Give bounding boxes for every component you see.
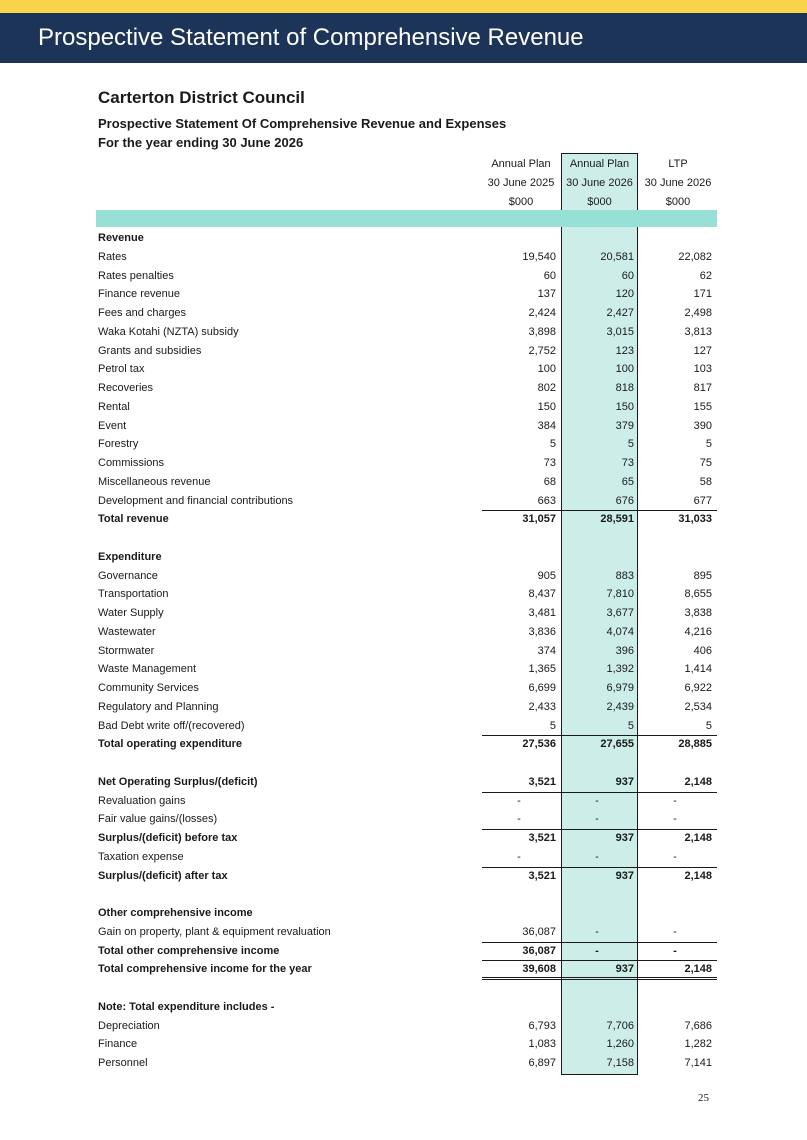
value-cell-col1: 39,608 — [522, 963, 556, 976]
value-cell-col3: 390 — [693, 419, 712, 432]
table-row — [96, 417, 717, 436]
value-cell-col2: 7,706 — [606, 1019, 634, 1032]
row-label: Commissions — [98, 457, 165, 469]
column-header-unit: $000 — [508, 196, 534, 208]
subtotal-rule — [560, 867, 638, 868]
value-cell-col1: 663 — [537, 494, 556, 507]
value-cell-col1: 5 — [549, 719, 556, 732]
value-cell-col3: 8,655 — [684, 588, 712, 601]
table-row — [96, 360, 717, 379]
value-cell-col2: 1,260 — [606, 1038, 634, 1051]
value-cell-col1: 2,424 — [528, 307, 556, 319]
value-cell-col3: 22,082 — [678, 250, 712, 263]
value-cell-col3: 103 — [693, 363, 712, 376]
value-cell-col1: - — [517, 813, 521, 826]
row-label: Surplus/(deficit) after tax — [98, 869, 228, 882]
table-row — [96, 960, 717, 979]
row-label: Waste Management — [98, 663, 197, 676]
value-cell-col1: 36,087 — [522, 944, 556, 957]
value-cell-col2: 5 — [627, 719, 634, 732]
value-cell-col1: 137 — [537, 288, 556, 301]
value-cell-col1: 8,437 — [528, 588, 556, 601]
subtotal-rule — [638, 829, 717, 830]
value-cell-col3: 2,148 — [684, 963, 712, 976]
table-row — [96, 454, 717, 473]
table-row — [96, 679, 717, 698]
subtotal-rule — [560, 510, 638, 511]
subtotal-rule — [482, 735, 560, 736]
table-row — [96, 492, 717, 511]
column-header-line2: 30 June 2025 — [487, 177, 555, 189]
table-row-spacer — [96, 754, 717, 773]
value-cell-col2: 818 — [615, 382, 634, 394]
value-cell-col2: 27,655 — [600, 738, 634, 751]
value-cell-col2: 379 — [615, 419, 634, 432]
value-cell-col2: 123 — [615, 344, 634, 357]
value-cell-col1: 36,087 — [522, 925, 556, 938]
value-cell-col2: 937 — [615, 963, 634, 976]
value-cell-col2: - — [595, 925, 599, 938]
value-cell-col1: 27,536 — [522, 738, 556, 751]
value-cell-col1: 802 — [537, 382, 556, 394]
table-row — [96, 548, 717, 567]
row-label: Revenue — [98, 232, 144, 244]
row-label: Fees and charges — [98, 307, 187, 319]
column-header-annual-plan-2025 — [482, 155, 560, 212]
organisation-name: Carterton District Council — [98, 88, 305, 107]
subtotal-rule — [482, 867, 560, 868]
row-label: Regulatory and Planning — [98, 700, 219, 713]
value-cell-col1: 60 — [543, 269, 556, 282]
row-label: Taxation expense — [98, 850, 184, 863]
row-label: Community Services — [98, 682, 199, 694]
value-cell-col3: 75 — [699, 457, 712, 469]
table-row — [96, 473, 717, 492]
value-cell-col3: 3,813 — [684, 325, 712, 338]
value-cell-col2: 65 — [621, 475, 634, 488]
row-label: Waka Kotahi (NZTA) subsidy — [98, 325, 239, 338]
table-row — [96, 867, 717, 886]
value-cell-col1: 5 — [549, 438, 556, 451]
table-row — [96, 342, 717, 361]
subtotal-rule — [560, 960, 638, 961]
row-label: Wastewater — [98, 625, 156, 638]
value-cell-col3: 6,922 — [684, 682, 712, 694]
page-number: 25 — [698, 1092, 709, 1104]
value-cell-col2: 20,581 — [600, 250, 634, 263]
table-row — [96, 1054, 717, 1073]
statement-period: For the year ending 30 June 2026 — [98, 135, 304, 150]
value-cell-col3: 2,534 — [684, 700, 712, 713]
value-cell-col2: 4,074 — [606, 625, 634, 638]
value-cell-col1: 905 — [537, 569, 556, 582]
row-label: Total other comprehensive income — [98, 944, 280, 957]
subtotal-rule — [638, 942, 717, 943]
value-cell-col2: 28,591 — [600, 513, 634, 526]
table-row — [96, 398, 717, 417]
value-cell-col1: 150 — [537, 400, 556, 413]
value-cell-col1: 6,897 — [528, 1057, 556, 1069]
row-label: Bad Debt write off/(recovered) — [98, 719, 245, 732]
table-row — [96, 229, 717, 248]
row-label: Transportation — [98, 588, 169, 601]
value-cell-col2: 2,439 — [606, 700, 634, 713]
table-row — [96, 904, 717, 923]
value-cell-col1: 31,057 — [522, 513, 556, 526]
value-cell-col2: 60 — [621, 269, 634, 282]
subtotal-rule — [638, 960, 717, 961]
value-cell-col2: 883 — [615, 569, 634, 582]
value-cell-col2: 150 — [615, 400, 634, 413]
subtotal-rule — [638, 735, 717, 736]
column-header-unit: $000 — [587, 196, 612, 208]
row-label: Fair value gains/(losses) — [98, 813, 218, 826]
row-label: Personnel — [98, 1057, 148, 1069]
value-cell-col1: 3,481 — [528, 607, 556, 619]
value-cell-col2: 396 — [615, 644, 634, 657]
value-cell-col1: 3,521 — [528, 775, 556, 788]
table-row — [96, 735, 717, 754]
table-row — [96, 717, 717, 736]
row-label: Total revenue — [98, 513, 169, 526]
value-cell-col2: 100 — [615, 363, 634, 376]
banner-title: Prospective Statement of Comprehensive Revenue — [38, 24, 584, 51]
value-cell-col2: 120 — [615, 288, 634, 301]
value-cell-col3: 28,885 — [678, 738, 712, 751]
row-label: Net Operating Surplus/(deficit) — [98, 775, 258, 788]
value-cell-col2: 937 — [615, 775, 634, 788]
value-cell-col3: 895 — [693, 569, 712, 582]
statement-table — [96, 229, 717, 1073]
value-cell-col3: 2,148 — [684, 775, 712, 788]
table-row — [96, 792, 717, 811]
value-cell-col3: 5 — [705, 438, 712, 451]
value-cell-col1: 19,540 — [522, 250, 556, 263]
row-label: Miscellaneous revenue — [98, 475, 211, 488]
table-row — [96, 642, 717, 661]
value-cell-col3: 817 — [693, 382, 712, 394]
header-separator-band — [96, 210, 717, 227]
subtotal-rule — [638, 867, 717, 868]
row-label: Event — [98, 419, 127, 432]
value-cell-col2: - — [595, 944, 599, 957]
value-cell-col3: 2,148 — [684, 869, 712, 882]
table-row — [96, 698, 717, 717]
value-cell-col2: 3,015 — [606, 325, 634, 338]
table-row — [96, 304, 717, 323]
value-cell-col1: 374 — [537, 644, 556, 657]
row-label: Total comprehensive income for the year — [98, 963, 312, 976]
subtotal-rule — [560, 829, 638, 830]
row-label: Other comprehensive income — [98, 907, 253, 919]
page-banner — [0, 13, 807, 63]
table-row — [96, 660, 717, 679]
table-row — [96, 923, 717, 942]
column-header-line2: 30 June 2026 — [644, 177, 712, 189]
value-cell-col2: 6,979 — [606, 682, 634, 694]
row-label: Forestry — [98, 438, 139, 451]
table-row — [96, 848, 717, 867]
value-cell-col1: 3,521 — [528, 832, 556, 844]
value-cell-col2: - — [595, 794, 599, 807]
row-label: Surplus/(deficit) before tax — [98, 832, 238, 844]
row-label: Revaluation gains — [98, 794, 186, 807]
row-label: Rates — [98, 250, 127, 263]
table-row — [96, 285, 717, 304]
value-cell-col2: 3,677 — [606, 607, 634, 619]
table-row-spacer — [96, 979, 717, 998]
value-cell-col2: - — [595, 813, 599, 826]
value-cell-col2: 937 — [615, 832, 634, 844]
value-cell-col2: 676 — [615, 494, 634, 507]
column-header-line1: Annual Plan — [491, 158, 551, 170]
subtotal-rule — [560, 942, 638, 943]
column-header-line1: LTP — [668, 158, 688, 170]
table-row — [96, 942, 717, 961]
table-row — [96, 829, 717, 848]
table-row — [96, 1035, 717, 1054]
value-cell-col3: 62 — [699, 269, 712, 282]
value-cell-col3: 3,838 — [684, 607, 712, 619]
table-row — [96, 435, 717, 454]
value-cell-col3: 7,686 — [684, 1019, 712, 1032]
table-row-spacer — [96, 885, 717, 904]
value-cell-col3: - — [673, 813, 677, 826]
table-row — [96, 567, 717, 586]
subtotal-rule — [638, 510, 717, 511]
table-row — [96, 604, 717, 623]
value-cell-col2: 73 — [621, 457, 634, 469]
table-row — [96, 510, 717, 529]
value-cell-col2: 5 — [627, 438, 634, 451]
value-cell-col3: 2,498 — [684, 307, 712, 319]
row-label: Governance — [98, 569, 158, 582]
row-label: Finance — [98, 1038, 138, 1051]
value-cell-col1: 1,083 — [528, 1038, 556, 1051]
row-label: Finance revenue — [98, 288, 180, 301]
value-cell-col3: 1,414 — [684, 663, 712, 676]
value-cell-col1: 6,699 — [528, 682, 556, 694]
value-cell-col3: 4,216 — [684, 625, 712, 638]
row-label: Expenditure — [98, 550, 162, 563]
table-row-spacer — [96, 529, 717, 548]
value-cell-col1: 3,836 — [528, 625, 556, 638]
value-cell-col3: - — [673, 944, 677, 957]
row-label: Total operating expenditure — [98, 738, 243, 751]
column-header-ltp-2026 — [639, 155, 717, 212]
value-cell-col1: 3,521 — [528, 869, 556, 882]
value-cell-col2: 937 — [615, 869, 634, 882]
value-cell-col3: 171 — [693, 288, 712, 301]
value-cell-col3: 5 — [705, 719, 712, 732]
value-cell-col1: 1,365 — [528, 663, 556, 676]
row-label: Recoveries — [98, 382, 154, 394]
value-cell-col1: - — [517, 794, 521, 807]
value-cell-col2: 1,392 — [606, 663, 634, 676]
value-cell-col1: 384 — [537, 419, 556, 432]
table-row — [96, 585, 717, 604]
table-row — [96, 323, 717, 342]
row-label: Rates penalties — [98, 269, 174, 282]
value-cell-col3: 677 — [693, 494, 712, 507]
table-row — [96, 1017, 717, 1036]
value-cell-col3: 7,141 — [684, 1057, 712, 1069]
value-cell-col1: 100 — [537, 363, 556, 376]
row-label: Grants and subsidies — [98, 344, 202, 357]
row-label: Rental — [98, 400, 130, 413]
table-row — [96, 773, 717, 792]
subtotal-rule — [482, 960, 560, 961]
value-cell-col3: - — [673, 850, 677, 863]
value-cell-col3: 58 — [699, 475, 712, 488]
subtotal-rule — [482, 792, 560, 793]
row-label: Stormwater — [98, 644, 155, 657]
value-cell-col1: 2,752 — [528, 344, 556, 357]
table-row — [96, 810, 717, 829]
column-header-line2: 30 June 2026 — [566, 177, 633, 189]
value-cell-col2: - — [595, 850, 599, 863]
value-cell-col3: 406 — [693, 644, 712, 657]
row-label: Depreciation — [98, 1019, 160, 1032]
subtotal-rule — [638, 792, 717, 793]
row-label: Petrol tax — [98, 363, 145, 376]
value-cell-col1: 73 — [543, 457, 556, 469]
subtotal-rule — [560, 792, 638, 793]
row-label: Water Supply — [98, 607, 164, 619]
value-cell-col1: - — [517, 850, 521, 863]
subtotal-rule — [482, 510, 560, 511]
table-row — [96, 998, 717, 1017]
subtotal-rule — [482, 942, 560, 943]
value-cell-col3: - — [673, 794, 677, 807]
value-cell-col3: 127 — [693, 344, 712, 357]
value-cell-col3: 155 — [693, 400, 712, 413]
table-row — [96, 248, 717, 267]
value-cell-col2: 2,427 — [606, 307, 634, 319]
row-label: Development and financial contributions — [98, 494, 294, 507]
statement-title: Prospective Statement Of Comprehensive Revenue and Expenses — [98, 116, 507, 131]
value-cell-col1: 3,898 — [528, 325, 556, 338]
value-cell-col3: 31,033 — [678, 513, 712, 526]
row-label: Note: Total expenditure includes - — [98, 1000, 275, 1013]
column-header-unit: $000 — [665, 196, 691, 208]
value-cell-col2: 7,158 — [606, 1057, 634, 1069]
column-header-annual-plan-2026 — [561, 155, 638, 212]
value-cell-col3: 1,282 — [684, 1038, 712, 1051]
subtotal-rule — [482, 829, 560, 830]
value-cell-col2: 7,810 — [606, 588, 634, 601]
table-row — [96, 267, 717, 286]
value-cell-col3: - — [673, 925, 677, 938]
value-cell-col1: 6,793 — [528, 1019, 556, 1032]
subtotal-rule — [560, 735, 638, 736]
row-label: Gain on property, plant & equipment revaluation — [98, 925, 331, 938]
value-cell-col1: 2,433 — [528, 700, 556, 713]
table-row — [96, 379, 717, 398]
table-row — [96, 623, 717, 642]
value-cell-col3: 2,148 — [684, 832, 712, 844]
column-header-line1: Annual Plan — [569, 158, 630, 170]
value-cell-col1: 68 — [543, 475, 556, 488]
